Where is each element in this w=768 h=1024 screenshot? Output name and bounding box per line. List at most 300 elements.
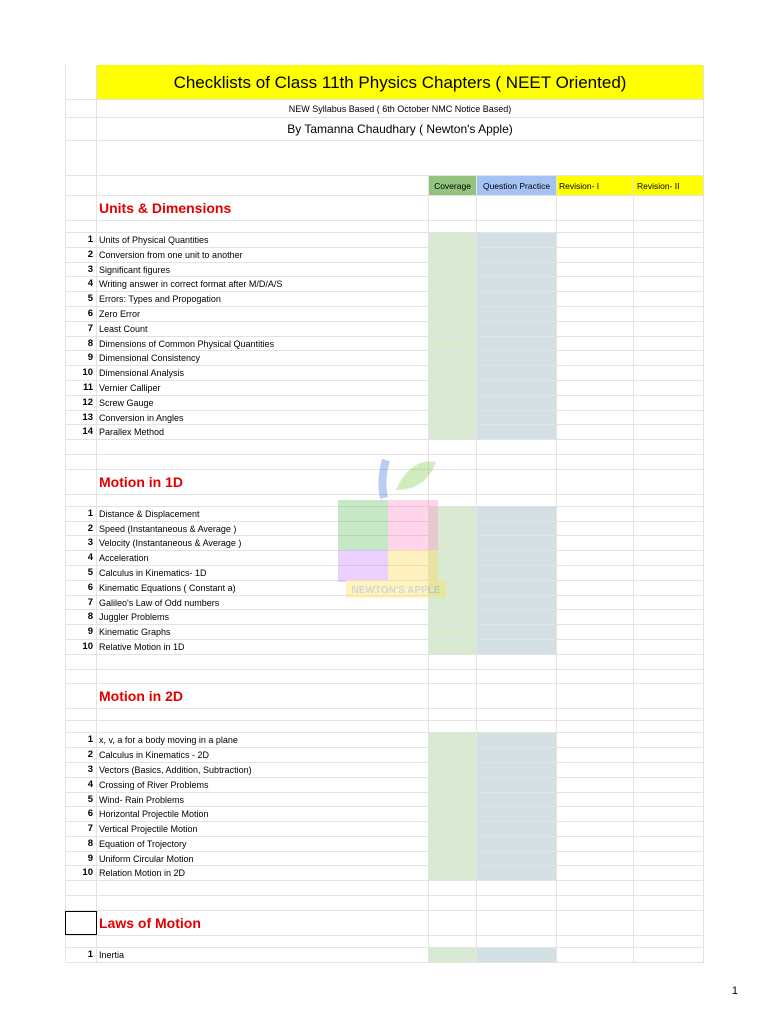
revision-1-cell[interactable] [557, 625, 634, 639]
row-number-cell [65, 100, 97, 117]
question-practice-cell[interactable] [477, 292, 557, 306]
revision-1-cell[interactable] [557, 337, 634, 351]
question-practice-cell [477, 709, 557, 720]
revision-2-cell [634, 221, 704, 232]
row-number-cell [65, 709, 97, 720]
revision-1-cell[interactable] [557, 522, 634, 536]
question-practice-cell[interactable] [477, 640, 557, 654]
revision-2-cell[interactable] [634, 248, 704, 262]
table-row [65, 748, 704, 763]
revision-2-cell[interactable] [634, 351, 704, 365]
topic-number: 1 [65, 733, 97, 747]
coverage-cell[interactable] [429, 807, 477, 821]
coverage-cell[interactable] [429, 337, 477, 351]
topic-number: 1 [65, 948, 97, 962]
question-practice-cell[interactable] [477, 793, 557, 807]
section-title: Motion in 2D [97, 684, 429, 708]
topic-name: Parallex Method [97, 425, 429, 439]
topic-name: Kinematic Equations ( Constant a) [97, 581, 429, 595]
spacer-row [65, 709, 704, 721]
topic-name: Velocity (Instantaneous & Average ) [97, 536, 429, 550]
revision-2-cell[interactable] [634, 778, 704, 792]
question-practice-cell[interactable] [477, 366, 557, 380]
coverage-cell[interactable] [429, 381, 477, 395]
table-row [65, 351, 704, 366]
table-row [65, 292, 704, 307]
revision-1-cell[interactable] [557, 837, 634, 851]
coverage-cell [429, 709, 477, 720]
topic-name: Uniform Circular Motion [97, 852, 429, 866]
page-title: Checklists of Class 11th Physics Chapters ( NEET Oriented) [97, 65, 704, 99]
revision-2-cell [634, 881, 704, 895]
revision-1-cell[interactable] [557, 640, 634, 654]
author-row [65, 118, 704, 141]
question-practice-cell[interactable] [477, 277, 557, 291]
topic-number: 1 [65, 507, 97, 521]
coverage-cell[interactable] [429, 793, 477, 807]
table-row [65, 822, 704, 837]
topic-number: 7 [65, 322, 97, 336]
table-row [65, 640, 704, 655]
coverage-cell[interactable] [429, 366, 477, 380]
revision-1-cell[interactable] [557, 507, 634, 521]
revision-2-cell[interactable] [634, 425, 704, 439]
row-number-cell [65, 141, 97, 175]
topic-name: Relation Motion in 2D [97, 866, 429, 880]
row-number-cell [65, 936, 97, 947]
table-row [65, 733, 704, 748]
revision-2-cell[interactable] [634, 748, 704, 762]
topic-number: 6 [65, 307, 97, 321]
coverage-cell [429, 881, 477, 895]
table-row [65, 610, 704, 625]
spacer-row [65, 670, 704, 685]
row-number-cell [65, 655, 97, 669]
question-practice-cell [477, 936, 557, 947]
revision-2-cell[interactable] [634, 277, 704, 291]
coverage-cell [429, 221, 477, 232]
revision-2-cell[interactable] [634, 322, 704, 336]
topic-name: Significant figures [97, 263, 429, 277]
revision-2-cell [634, 911, 704, 935]
coverage-cell[interactable] [429, 625, 477, 639]
coverage-cell[interactable] [429, 322, 477, 336]
topic-name: Galileo's Law of Odd numbers [97, 596, 429, 610]
section-title: Laws of Motion [97, 911, 429, 935]
topic-name: Dimensional Consistency [97, 351, 429, 365]
table-row [65, 307, 704, 322]
coverage-cell[interactable] [429, 307, 477, 321]
row-number-cell [65, 881, 97, 895]
topic-number: 5 [65, 292, 97, 306]
row-number-cell [65, 470, 97, 494]
topic-name: Inertia [97, 948, 429, 962]
revision-2-cell [634, 896, 704, 910]
row-number-cell [65, 670, 97, 684]
revision-1-cell[interactable] [557, 307, 634, 321]
topic-name: Kinematic Graphs [97, 625, 429, 639]
revision-1-cell[interactable] [557, 748, 634, 762]
revision-2-cell[interactable] [634, 522, 704, 536]
topic-name: Speed (Instantaneous & Average ) [97, 522, 429, 536]
coverage-cell[interactable] [429, 852, 477, 866]
revision-1-cell [557, 196, 634, 220]
coverage-cell [429, 936, 477, 947]
spacer-row [65, 881, 704, 896]
question-practice-cell [477, 440, 557, 454]
revision-2-cell[interactable] [634, 822, 704, 836]
table-row [65, 366, 704, 381]
revision-2-cell[interactable] [634, 263, 704, 277]
revision-1-cell [557, 470, 634, 494]
question-practice-cell[interactable] [477, 536, 557, 550]
coverage-cell [429, 196, 477, 220]
column-header-row [65, 176, 704, 196]
revision-1-cell[interactable] [557, 566, 634, 580]
topic-number: 3 [65, 263, 97, 277]
topic-number: 10 [65, 366, 97, 380]
watermark-text: NEWTON'S APPLE [351, 585, 441, 596]
coverage-cell[interactable] [429, 411, 477, 425]
topic-number: 8 [65, 837, 97, 851]
apple-piece-icon [338, 500, 388, 550]
blank-cell [97, 896, 429, 910]
topic-number: 13 [65, 411, 97, 425]
coverage-cell[interactable] [429, 425, 477, 439]
revision-2-cell [634, 721, 704, 732]
question-practice-cell[interactable] [477, 411, 557, 425]
question-practice-cell[interactable] [477, 581, 557, 595]
page-number: 1 [731, 985, 738, 997]
row-number-cell [65, 896, 97, 910]
section-title: Units & Dimensions [97, 196, 429, 220]
revision-2-cell[interactable] [634, 381, 704, 395]
revision-1-cell[interactable] [557, 425, 634, 439]
revision-1-cell[interactable] [557, 263, 634, 277]
revision-2-cell [634, 470, 704, 494]
revision-1-cell[interactable] [557, 277, 634, 291]
topic-number: 8 [65, 610, 97, 624]
question-practice-cell[interactable] [477, 396, 557, 410]
row-number-cell [65, 440, 97, 454]
revision-1-cell[interactable] [557, 807, 634, 821]
blank-cell [97, 221, 429, 232]
topic-name: Units of Physical Quantities [97, 233, 429, 247]
question-practice-cell[interactable] [477, 551, 557, 565]
revision-1-cell[interactable] [557, 233, 634, 247]
topic-number: 2 [65, 248, 97, 262]
section-title-row [65, 196, 704, 221]
revision-1-cell[interactable] [557, 793, 634, 807]
question-practice-cell [477, 684, 557, 708]
coverage-cell[interactable] [429, 866, 477, 880]
question-practice-cell[interactable] [477, 778, 557, 792]
revision-2-cell[interactable] [634, 233, 704, 247]
revision-1-cell [557, 221, 634, 232]
question-practice-cell [477, 221, 557, 232]
coverage-cell[interactable] [429, 733, 477, 747]
revision-2-cell[interactable] [634, 366, 704, 380]
topic-name: Calculus in Kinematics - 2D [97, 748, 429, 762]
table-row [65, 778, 704, 793]
revision-1-cell[interactable] [557, 351, 634, 365]
question-practice-cell[interactable] [477, 233, 557, 247]
coverage-cell[interactable] [429, 248, 477, 262]
revision-2-cell[interactable] [634, 807, 704, 821]
spacer-row [65, 721, 704, 733]
topic-name: Screw Gauge [97, 396, 429, 410]
title-row [65, 65, 704, 100]
coverage-cell [429, 721, 477, 732]
coverage-cell[interactable] [429, 778, 477, 792]
topic-number: 9 [65, 625, 97, 639]
revision-2-cell[interactable] [634, 640, 704, 654]
revision-1-cell[interactable] [557, 248, 634, 262]
question-practice-cell [477, 196, 557, 220]
coverage-cell[interactable] [429, 233, 477, 247]
table-row [65, 337, 704, 352]
topic-name: Horizontal Projectile Motion [97, 807, 429, 821]
spacer-row [65, 655, 704, 670]
revision-2-cell[interactable] [634, 866, 704, 880]
topic-header-cell [97, 176, 429, 195]
question-practice-cell[interactable] [477, 307, 557, 321]
revision-2-cell[interactable] [634, 852, 704, 866]
question-practice-cell[interactable] [477, 566, 557, 580]
revision-2-cell[interactable] [634, 396, 704, 410]
table-row [65, 625, 704, 640]
topic-name: Juggler Problems [97, 610, 429, 624]
topic-number: 1 [65, 233, 97, 247]
table-row [65, 948, 704, 963]
table-row [65, 807, 704, 822]
question-practice-cell [477, 881, 557, 895]
coverage-cell[interactable] [429, 610, 477, 624]
question-practice-cell[interactable] [477, 381, 557, 395]
topic-number: 10 [65, 866, 97, 880]
coverage-cell [429, 670, 477, 684]
revision-2-header: Revision- II [634, 176, 704, 195]
table-row [65, 837, 704, 852]
revision-2-cell[interactable] [634, 581, 704, 595]
revision-1-cell[interactable] [557, 948, 634, 962]
question-practice-header: Question Practice [477, 176, 557, 195]
revision-2-cell[interactable] [634, 307, 704, 321]
question-practice-cell [477, 470, 557, 494]
revision-1-cell[interactable] [557, 411, 634, 425]
revision-2-cell[interactable] [634, 625, 704, 639]
revision-2-cell [634, 684, 704, 708]
question-practice-cell[interactable] [477, 351, 557, 365]
question-practice-cell[interactable] [477, 748, 557, 762]
revision-1-cell[interactable] [557, 396, 634, 410]
coverage-cell[interactable] [429, 837, 477, 851]
revision-2-cell[interactable] [634, 566, 704, 580]
revision-2-cell[interactable] [634, 337, 704, 351]
topic-name: Vertical Projectile Motion [97, 822, 429, 836]
newtons-apple-watermark [318, 450, 458, 610]
revision-1-cell[interactable] [557, 763, 634, 777]
coverage-cell[interactable] [429, 763, 477, 777]
revision-2-cell [634, 440, 704, 454]
row-number-cell [65, 176, 97, 195]
revision-2-cell [634, 936, 704, 947]
spacer-row [65, 221, 704, 233]
question-practice-cell[interactable] [477, 610, 557, 624]
blank-cell [97, 141, 704, 175]
revision-2-cell [634, 709, 704, 720]
revision-1-cell[interactable] [557, 610, 634, 624]
revision-2-cell[interactable] [634, 733, 704, 747]
row-number-cell [65, 118, 97, 140]
revision-1-cell[interactable] [557, 852, 634, 866]
row-number-cell [65, 455, 97, 469]
revision-1-cell[interactable] [557, 596, 634, 610]
coverage-cell[interactable] [429, 396, 477, 410]
blank-row [65, 141, 704, 176]
revision-1-cell [557, 721, 634, 732]
revision-2-cell[interactable] [634, 292, 704, 306]
coverage-cell[interactable] [429, 822, 477, 836]
question-practice-cell[interactable] [477, 322, 557, 336]
question-practice-cell[interactable] [477, 625, 557, 639]
topic-name: Calculus in Kinematics- 1D [97, 566, 429, 580]
revision-2-cell[interactable] [634, 411, 704, 425]
blank-cell [97, 670, 429, 684]
topic-number: 6 [65, 581, 97, 595]
revision-1-cell [557, 709, 634, 720]
revision-1-cell [557, 655, 634, 669]
spacer-row [65, 896, 704, 911]
coverage-cell[interactable] [429, 640, 477, 654]
topic-name: Dimensions of Common Physical Quantities [97, 337, 429, 351]
coverage-cell[interactable] [429, 351, 477, 365]
question-practice-cell[interactable] [477, 852, 557, 866]
topic-name: Least Count [97, 322, 429, 336]
revision-2-cell[interactable] [634, 763, 704, 777]
revision-2-cell[interactable] [634, 596, 704, 610]
topic-number: 3 [65, 536, 97, 550]
revision-1-cell[interactable] [557, 581, 634, 595]
topic-name: Equation of Trojectory [97, 837, 429, 851]
topic-name: Writing answer in correct format after M/D/A/S [97, 277, 429, 291]
coverage-cell[interactable] [429, 277, 477, 291]
question-practice-cell[interactable] [477, 866, 557, 880]
table-row [65, 852, 704, 867]
revision-1-cell[interactable] [557, 551, 634, 565]
coverage-cell[interactable] [429, 292, 477, 306]
topic-name: Conversion from one unit to another [97, 248, 429, 262]
table-row [65, 277, 704, 292]
revision-2-cell [634, 455, 704, 469]
question-practice-cell[interactable] [477, 337, 557, 351]
question-practice-cell[interactable] [477, 425, 557, 439]
revision-2-cell[interactable] [634, 837, 704, 851]
revision-1-cell [557, 881, 634, 895]
revision-1-cell[interactable] [557, 381, 634, 395]
revision-1-cell[interactable] [557, 733, 634, 747]
question-practice-cell[interactable] [477, 733, 557, 747]
topic-number: 10 [65, 640, 97, 654]
table-row [65, 248, 704, 263]
question-practice-cell[interactable] [477, 596, 557, 610]
section-title-row [65, 911, 704, 936]
topic-number: 4 [65, 551, 97, 565]
revision-1-header: Revision- I [557, 176, 634, 195]
revision-1-cell [557, 440, 634, 454]
revision-2-cell[interactable] [634, 948, 704, 962]
coverage-cell [429, 684, 477, 708]
revision-1-cell [557, 684, 634, 708]
table-row [65, 425, 704, 440]
apple-piece-icon [338, 550, 388, 582]
blank-cell [97, 721, 429, 732]
topic-name: Errors: Types and Propogation [97, 292, 429, 306]
coverage-cell[interactable] [429, 263, 477, 277]
blank-cell [97, 655, 429, 669]
author-line: By Tamanna Chaudhary ( Newton's Apple) [97, 118, 704, 140]
topic-number: 7 [65, 596, 97, 610]
revision-2-cell[interactable] [634, 536, 704, 550]
blank-cell [97, 936, 429, 947]
table-row [65, 793, 704, 808]
revision-2-cell[interactable] [634, 610, 704, 624]
revision-1-cell[interactable] [557, 778, 634, 792]
coverage-cell[interactable] [429, 948, 477, 962]
topic-name: Relative Motion in 1D [97, 640, 429, 654]
topic-number: 11 [65, 381, 97, 395]
table-row [65, 396, 704, 411]
topic-name: Zero Error [97, 307, 429, 321]
question-practice-cell[interactable] [477, 763, 557, 777]
row-number-cell [65, 684, 97, 708]
revision-1-cell[interactable] [557, 366, 634, 380]
revision-1-cell[interactable] [557, 536, 634, 550]
question-practice-cell[interactable] [477, 822, 557, 836]
revision-1-cell[interactable] [557, 292, 634, 306]
revision-1-cell[interactable] [557, 822, 634, 836]
question-practice-cell[interactable] [477, 507, 557, 521]
topic-name: x, v, a for a body moving in a plane [97, 733, 429, 747]
table-row [65, 381, 704, 396]
question-practice-cell [477, 896, 557, 910]
revision-1-cell[interactable] [557, 322, 634, 336]
revision-1-cell [557, 670, 634, 684]
coverage-cell [429, 896, 477, 910]
revision-2-cell [634, 655, 704, 669]
apple-piece-icon [388, 550, 438, 582]
row-number-cell [65, 495, 97, 506]
topic-number: 5 [65, 566, 97, 580]
apple-piece-icon [388, 500, 438, 550]
question-practice-cell [477, 455, 557, 469]
coverage-cell[interactable] [429, 748, 477, 762]
coverage-cell [429, 655, 477, 669]
revision-2-cell[interactable] [634, 507, 704, 521]
question-practice-cell[interactable] [477, 248, 557, 262]
question-practice-cell[interactable] [477, 807, 557, 821]
revision-2-cell[interactable] [634, 551, 704, 565]
question-practice-cell[interactable] [477, 948, 557, 962]
topic-number: 7 [65, 822, 97, 836]
question-practice-cell[interactable] [477, 263, 557, 277]
revision-1-cell[interactable] [557, 866, 634, 880]
revision-2-cell[interactable] [634, 793, 704, 807]
question-practice-cell[interactable] [477, 837, 557, 851]
table-row [65, 233, 704, 248]
question-practice-cell[interactable] [477, 522, 557, 536]
row-number-cell [65, 721, 97, 732]
